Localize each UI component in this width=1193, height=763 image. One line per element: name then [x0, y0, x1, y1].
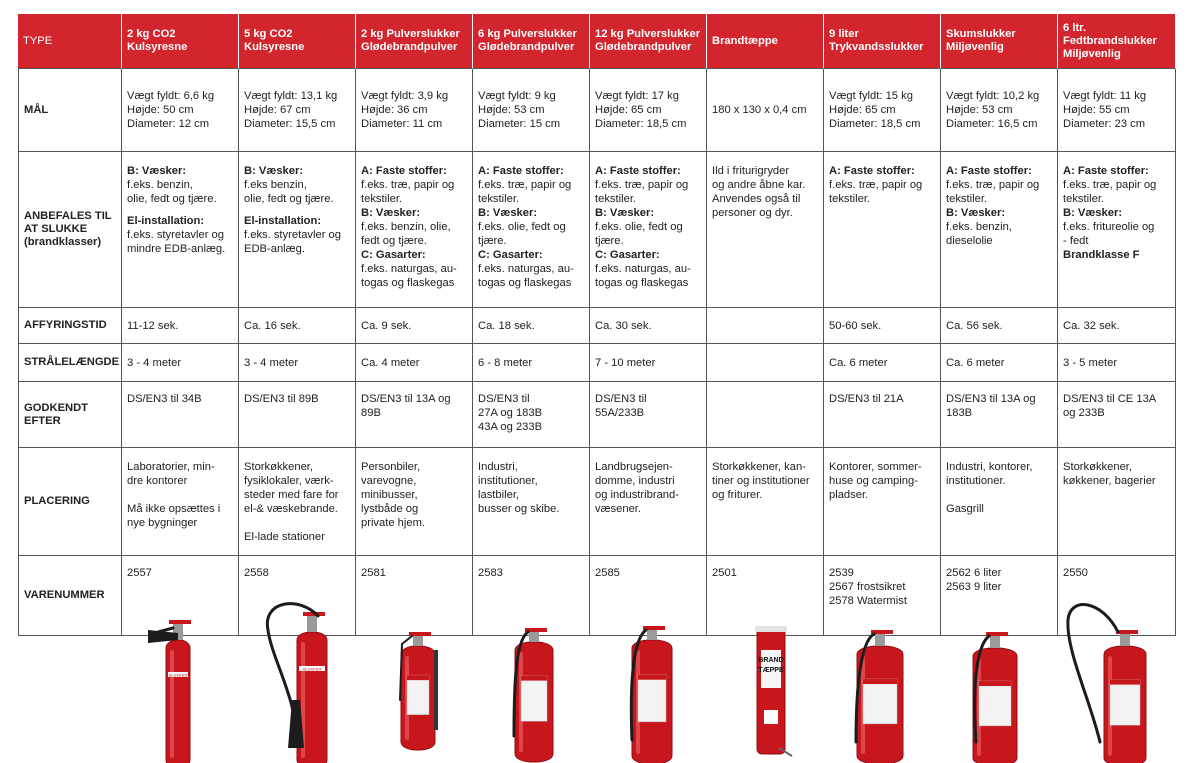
godkendt-cell-grease-6l: DS/EN3 til CE 13A og 233B [1058, 382, 1176, 448]
header-co2-2kg: 2 kg CO2 Kulsyresne [122, 14, 239, 69]
anbefales-cell-co2-5kg [239, 152, 356, 308]
maal-cell-co2-5kg: Vægt fyldt: 13,1 kg Højde: 67 cm Diameter: 15,5 cm [239, 69, 356, 152]
straale-cell-powder-2kg: Ca. 4 meter [356, 344, 473, 382]
placering-cell-co2-5kg: Storkøkkener, fysiklokaler, værk- steder med fare for el-& væskebrande. El-lade stationer [239, 448, 356, 556]
extinguisher-label-text: SLUKKER [168, 672, 188, 678]
header-type-label: TYPE [18, 14, 122, 69]
maal-cell-grease-6l: Vægt fyldt: 11 kg Højde: 55 cm Diameter: 23 cm [1058, 69, 1176, 152]
fire-class-label: A: Faste stoffer: [361, 165, 447, 177]
placering-cell-foam: Industri, kontorer, institutioner. Gasgrill [941, 448, 1058, 556]
godkendt-cell-fire-blanket [707, 382, 824, 448]
fire-class-label: B: Væsker: [478, 207, 538, 219]
fire-class-examples: f.eks. træ, papir og tekstiler. [946, 179, 1040, 205]
affyring-cell-foam: Ca. 56 sek. [941, 308, 1058, 344]
varenummer-cell-foam: 2562 6 liter 2563 9 liter [941, 556, 1058, 636]
maal-cell-powder-12kg: Vægt fyldt: 17 kg Højde: 65 cm Diameter: 18,5 cm [590, 69, 707, 152]
extinguisher-label-text: SLUKKER [302, 666, 322, 672]
row-label-maal: MÅL [18, 69, 122, 152]
fire-class-examples: f.eks. olie, fedt og tjære. [478, 221, 566, 247]
straale-cell-powder-6kg: 6 - 8 meter [473, 344, 590, 382]
straale-cell-grease-6l: 3 - 5 meter [1058, 344, 1176, 382]
varenummer-cell-powder-12kg: 2585 [590, 556, 707, 636]
fire-class-examples: f.eks. benzin, olie, fedt og tjære. [361, 221, 451, 247]
blanket-label-text: BRAND [758, 657, 784, 664]
fire-class-examples: f.eks. træ, papir og tekstiler. [478, 179, 572, 205]
affyring-cell-co2-2kg: 11-12 sek. [122, 308, 239, 344]
comparison-table [18, 14, 1176, 636]
fire-class-label: A: Faste stoffer: [829, 165, 915, 177]
placering-cell-grease-6l: Storkøkkener, køkkener, bagerier [1058, 448, 1176, 556]
fire-class-label: A: Faste stoffer: [595, 165, 681, 177]
placering-cell-co2-2kg: Laboratorier, min- dre kontorer Må ikke opsættes i nye bygninger [122, 448, 239, 556]
fire-class-label: B: Væsker: [244, 165, 304, 177]
fire-class-label: A: Faste stoffer: [946, 165, 1032, 177]
fire-class-label: C: Gasarter: [595, 249, 660, 261]
affyring-cell-powder-2kg: Ca. 9 sek. [356, 308, 473, 344]
placering-cell-powder-2kg: Personbiler, varevogne, minibusser, lystbåde og private hjem. [356, 448, 473, 556]
placering-cell-powder-12kg: Landbrugsejen- domme, industri og industribrand- væsener. [590, 448, 707, 556]
anbefales-cell-water-9l [824, 152, 941, 308]
straale-cell-co2-2kg: 3 - 4 meter [122, 344, 239, 382]
fire-class-label: B: Væsker: [361, 207, 421, 219]
row-label-varenummer: VARENUMMER [18, 556, 122, 636]
varenummer-cell-fire-blanket: 2501 [707, 556, 824, 636]
co2-2kg-extinguisher-image [148, 620, 191, 763]
blanket-label-text: TÆPPE [758, 667, 784, 674]
fire-class-label: Brandklasse F [1063, 249, 1140, 261]
fire-class-examples: f.eks benzin, olie, fedt og tjære. [244, 179, 334, 205]
straale-cell-powder-12kg: 7 - 10 meter [590, 344, 707, 382]
straale-cell-co2-5kg: 3 - 4 meter [239, 344, 356, 382]
fire-class-label: C: Gasarter: [361, 249, 426, 261]
anbefales-cell-co2-2kg [122, 152, 239, 308]
spacer [127, 206, 233, 214]
fire-class-examples: f.eks. træ, papir og tekstiler. [361, 179, 455, 205]
wall-bracket-icon [434, 650, 438, 730]
product-images [0, 600, 1193, 763]
godkendt-cell-foam: DS/EN3 til 13A og 183B [941, 382, 1058, 448]
varenummer-cell-grease-6l: 2550 [1058, 556, 1176, 636]
fire-class-label: El-installation: [127, 215, 205, 227]
fire-class-label: A: Faste stoffer: [1063, 165, 1149, 177]
spacer [244, 206, 350, 214]
fire-class-label: A: Faste stoffer: [478, 165, 564, 177]
placering-cell-water-9l: Kontorer, sommer- huse og camping- pladser. [824, 448, 941, 556]
powder-6kg-extinguisher-image [514, 628, 553, 762]
maal-cell-water-9l: Vægt fyldt: 15 kg Højde: 65 cm Diameter: 18,5 cm [824, 69, 941, 152]
anbefales-cell-grease-6l [1058, 152, 1176, 308]
fire-class-examples: f.eks. naturgas, au- togas og flaskegas [595, 263, 691, 289]
grease-6l-extinguisher-image [1068, 605, 1146, 763]
godkendt-cell-co2-5kg: DS/EN3 til 89B [239, 382, 356, 448]
fire-class-examples: f.eks. naturgas, au- togas og flaskegas [361, 263, 457, 289]
fire-class-examples: Ild i friturigryder og andre åbne kar. Anvendes også til personer og dyr. [712, 165, 806, 219]
varenummer-cell-powder-6kg: 2583 [473, 556, 590, 636]
placering-cell-fire-blanket: Storkøkkener, kan- tiner og institutioner og friturer. [707, 448, 824, 556]
header-powder-6kg: 6 kg Pulverslukker Glødebrandpulver [473, 14, 590, 69]
fire-class-label: B: Væsker: [946, 207, 1006, 219]
header-powder-2kg: 2 kg Pulverslukker Glødebrandpulver [356, 14, 473, 69]
maal-cell-powder-2kg: Vægt fyldt: 3,9 kg Højde: 36 cm Diameter: 11 cm [356, 69, 473, 152]
header-foam: Skumslukker Miljøvenlig [941, 14, 1058, 69]
header-fire-blanket: Brandtæppe [707, 14, 824, 69]
godkendt-cell-co2-2kg: DS/EN3 til 34B [122, 382, 239, 448]
affyring-cell-powder-6kg: Ca. 18 sek. [473, 308, 590, 344]
fire-class-label: C: Gasarter: [478, 249, 543, 261]
header-grease-6l: 6 ltr. Fedtbrandslukker Miljøvenlig [1058, 14, 1176, 69]
affyring-cell-co2-5kg: Ca. 16 sek. [239, 308, 356, 344]
godkendt-cell-powder-12kg: DS/EN3 til 55A/233B [590, 382, 707, 448]
fire-class-label: B: Væsker: [127, 165, 187, 177]
fire-class-examples: f.eks. olie, fedt og tjære. [595, 221, 683, 247]
straale-cell-fire-blanket [707, 344, 824, 382]
fire-class-examples: f.eks. styretavler og EDB-anlæg. [244, 229, 341, 255]
row-label-placering: PLACERING [18, 448, 122, 556]
header-water-9l: 9 liter Trykvandsslukker [824, 14, 941, 69]
row-label-affyring: AFFYRINGSTID [18, 308, 122, 344]
fire-blanket-image [755, 626, 792, 756]
godkendt-cell-powder-6kg: DS/EN3 til 27A og 183B 43A og 233B [473, 382, 590, 448]
anbefales-cell-fire-blanket [707, 152, 824, 308]
varenummer-cell-co2-5kg: 2558 [239, 556, 356, 636]
fire-class-examples: f.eks. benzin, olie, fedt og tjære. [127, 179, 217, 205]
water-9l-extinguisher-image [856, 630, 903, 763]
affyring-cell-water-9l: 50-60 sek. [824, 308, 941, 344]
header-co2-5kg: 5 kg CO2 Kulsyresne [239, 14, 356, 69]
placering-cell-powder-6kg: Industri, institutioner, lastbiler, busser og skibe. [473, 448, 590, 556]
straale-cell-foam: Ca. 6 meter [941, 344, 1058, 382]
anbefales-cell-powder-2kg [356, 152, 473, 308]
affyring-cell-fire-blanket [707, 308, 824, 344]
powder-12kg-extinguisher-image [631, 626, 672, 763]
fire-class-examples: f.eks. træ, papir og tekstiler. [1063, 179, 1157, 205]
fire-class-examples: f.eks. træ, papir og tekstiler. [595, 179, 689, 205]
row-label-anbefales: ANBEFALES TIL AT SLUKKE (brandklasser) [18, 152, 122, 308]
header-powder-12kg: 12 kg Pulverslukker Glødebrandpulver [590, 14, 707, 69]
affyring-cell-powder-12kg: Ca. 30 sek. [590, 308, 707, 344]
row-label-godkendt: GODKENDT EFTER [18, 382, 122, 448]
maal-cell-powder-6kg: Vægt fyldt: 9 kg Højde: 53 cm Diameter: 15 cm [473, 69, 590, 152]
anbefales-cell-powder-12kg [590, 152, 707, 308]
fire-class-examples: f.eks. træ, papir og tekstiler. [829, 179, 923, 205]
varenummer-cell-powder-2kg: 2581 [356, 556, 473, 636]
foam-extinguisher-image [973, 632, 1017, 763]
fire-class-examples: f.eks. fritureolie og - fedt [1063, 221, 1155, 247]
straale-cell-water-9l: Ca. 6 meter [824, 344, 941, 382]
row-label-straale: STRÅLELÆNGDE [18, 344, 122, 382]
powder-2kg-extinguisher-image [400, 632, 435, 750]
fire-class-label: B: Væsker: [1063, 207, 1123, 219]
maal-cell-foam: Vægt fyldt: 10,2 kg Højde: 53 cm Diameter: 16,5 cm [941, 69, 1058, 152]
anbefales-cell-powder-6kg [473, 152, 590, 308]
affyring-cell-grease-6l: Ca. 32 sek. [1058, 308, 1176, 344]
maal-cell-fire-blanket: 180 x 130 x 0,4 cm [707, 69, 824, 152]
godkendt-cell-powder-2kg: DS/EN3 til 13A og 89B [356, 382, 473, 448]
fire-class-examples: f.eks. naturgas, au- togas og flaskegas [478, 263, 574, 289]
maal-cell-co2-2kg: Vægt fyldt: 6,6 kg Højde: 50 cm Diameter: 12 cm [122, 69, 239, 152]
fire-class-label: El-installation: [244, 215, 322, 227]
godkendt-cell-water-9l: DS/EN3 til 21A [824, 382, 941, 448]
varenummer-cell-water-9l: 2539 2567 frostsikret 2578 Watermist [824, 556, 941, 636]
fire-class-examples: f.eks. styretavler og mindre EDB-anlæg. [127, 229, 226, 255]
anbefales-cell-foam [941, 152, 1058, 308]
fire-class-label: B: Væsker: [595, 207, 655, 219]
varenummer-cell-co2-2kg: 2557 [122, 556, 239, 636]
fire-class-examples: f.eks. benzin, dieselolie [946, 221, 1012, 247]
